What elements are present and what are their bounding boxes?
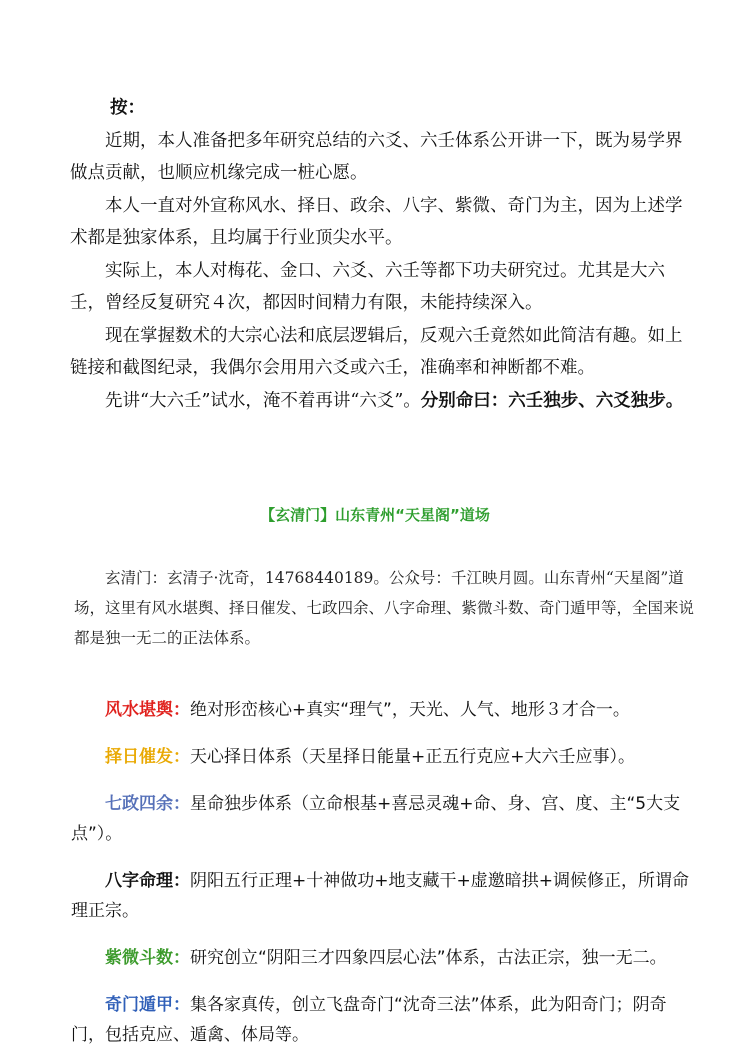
intro-block	[74, 563, 695, 653]
author-note	[70, 92, 695, 417]
note-paragraph: 现在掌握数术的大宗心法和底层逻辑后，反观六壬竟然如此简洁有趣。如上链接和截图纪录，我偶尔会用用六爻或六壬，准确率和神断都不难。	[70, 325, 683, 378]
system-text: 集各家真传，创立飞盘奇门“沈奇三法”体系，此为阳奇门；阴奇门，包括克应、遁禽、体局等。	[71, 995, 667, 1045]
system-item-fengshui	[71, 695, 697, 725]
system-item-zeri	[71, 742, 697, 772]
system-label: 七政四余：	[105, 794, 190, 814]
system-label: 八字命理：	[105, 871, 190, 891]
system-label: 择日催发：	[105, 747, 190, 767]
system-text: 研究创立“阴阳三才四象四层心法”体系，古法正宗，独一无二。	[190, 948, 667, 968]
note-closing-paragraph	[70, 385, 695, 418]
note-heading: 按：	[110, 98, 145, 118]
system-item-qizheng	[71, 789, 697, 849]
note-paragraph: 实际上，本人对梅花、金口、六爻、六壬等都下功夫研究过。尤其是大六壬，曾经反复研究４次，都因时间精力有限，未能持续深入。	[70, 260, 665, 313]
system-item-bazi	[71, 866, 697, 926]
system-label: 风水堪舆：	[105, 700, 190, 720]
system-text: 天心择日体系（天星择日能量+正五行克应+大六壬应事）。	[190, 747, 635, 767]
system-text: 绝对形峦核心+真实“理气”，天光、人气、地形３才合一。	[190, 700, 630, 720]
note-paragraph: 本人一直对外宣称风水、择日、政余、八字、紫微、奇门为主，因为上述学术都是独家体系，且均属于行业顶尖水平。	[70, 195, 683, 248]
section-title: 【玄清门】山东青州“天星阁”道场	[260, 506, 490, 524]
system-label: 紫微斗数：	[105, 948, 190, 968]
system-text: 阴阳五行正理+十神做功+地支藏干+虚邀暗拱+调候修正，所谓命理正宗。	[71, 871, 689, 921]
system-item-qimen	[71, 990, 697, 1050]
system-text: 星命独步体系（立命根基+喜忌灵魂+命、身、宫、度、主“5大支点”）。	[71, 794, 681, 844]
system-item-ziwei	[71, 943, 697, 973]
systems-list	[71, 678, 697, 1050]
system-label: 奇门遁甲：	[105, 995, 190, 1015]
intro-paragraph: 玄清门：玄清子·沈奇，14768440189。公众号：千江映月圆。山东青州“天星阁”道场，这里有风水堪舆、择日催发、七政四余、八字命理、紫微斗数、奇门遁甲等，全国来说都是独一无二的正法体系。	[74, 569, 695, 647]
note-paragraph: 近期，本人准备把多年研究总结的六爻、六壬体系公开讲一下，既为易学界做点贡献，也顺应机缘完成一桩心愿。	[70, 130, 683, 183]
note-closing-text: 先讲“大六壬”试水，淹不着再讲“六爻”。	[105, 390, 421, 411]
note-closing-bold: 分别命曰：六壬独步、六爻独步。	[420, 390, 684, 411]
